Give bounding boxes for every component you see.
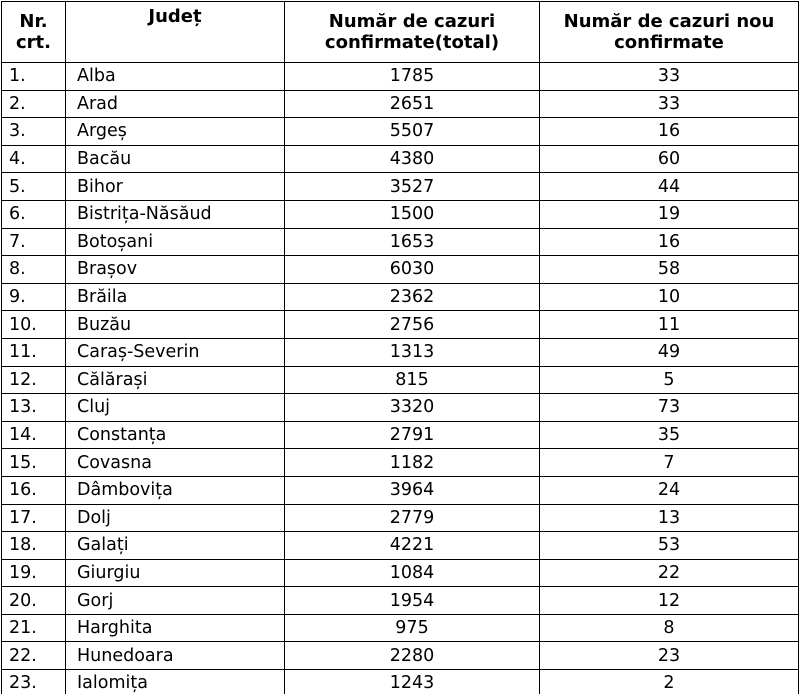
cell-judet: Brașov: [66, 256, 285, 284]
cell-nr: 23.: [2, 670, 66, 694]
cell-nr: 12.: [2, 366, 66, 394]
cell-nr: 13.: [2, 394, 66, 422]
cell-total-cases: 4380: [285, 145, 540, 173]
cell-judet: Argeș: [66, 118, 285, 146]
table-row: [2, 63, 799, 91]
header-total-line-1: Număr de cazuri: [328, 11, 496, 32]
cell-total-cases: 815: [285, 366, 540, 394]
cell-judet: Hunedoara: [66, 642, 285, 670]
cell-total-cases: 1500: [285, 200, 540, 228]
header-nr-crt: [2, 2, 66, 63]
cell-judet: Botoșani: [66, 228, 285, 256]
cell-total-cases: 6030: [285, 256, 540, 284]
table-row: [2, 118, 799, 146]
cell-new-cases: 60: [540, 145, 799, 173]
cell-new-cases: 12: [540, 587, 799, 615]
cell-nr: 6.: [2, 200, 66, 228]
table-row: [2, 394, 799, 422]
cell-nr: 22.: [2, 642, 66, 670]
table-row: [2, 532, 799, 560]
header-new-line-1: Număr de cazuri nou: [563, 11, 775, 32]
cell-judet: Dâmbovița: [66, 476, 285, 504]
cell-judet: Harghita: [66, 614, 285, 642]
cell-total-cases: 5507: [285, 118, 540, 146]
cell-new-cases: 33: [540, 63, 799, 91]
cell-nr: 3.: [2, 118, 66, 146]
cell-judet: Constanța: [66, 421, 285, 449]
table-row: [2, 283, 799, 311]
cell-new-cases: 5: [540, 366, 799, 394]
cell-judet: Brăila: [66, 283, 285, 311]
header-new-cases: [540, 2, 799, 63]
cell-total-cases: 2756: [285, 311, 540, 339]
cell-new-cases: 23: [540, 642, 799, 670]
cell-new-cases: 24: [540, 476, 799, 504]
header-total-line-2: confirmate(total): [324, 32, 500, 53]
cell-nr: 7.: [2, 228, 66, 256]
table-row: [2, 476, 799, 504]
cell-judet: Bistrița-Năsăud: [66, 200, 285, 228]
table-row: [2, 366, 799, 394]
cell-nr: 9.: [2, 283, 66, 311]
header-total-cases: [285, 2, 540, 63]
cell-judet: Galați: [66, 532, 285, 560]
cell-nr: 11.: [2, 338, 66, 366]
cell-nr: 19.: [2, 559, 66, 587]
cell-total-cases: 2280: [285, 642, 540, 670]
covid-cases-table: [1, 1, 799, 694]
header-row: [2, 2, 799, 63]
cell-new-cases: 58: [540, 256, 799, 284]
cell-judet: Călărași: [66, 366, 285, 394]
cell-judet: Covasna: [66, 449, 285, 477]
cell-judet: Bacău: [66, 145, 285, 173]
table-row: [2, 228, 799, 256]
table-header: [2, 2, 799, 63]
cell-total-cases: 1954: [285, 587, 540, 615]
cell-new-cases: 16: [540, 228, 799, 256]
header-judet-line-1: Județ: [148, 6, 202, 27]
cell-new-cases: 2: [540, 670, 799, 694]
cell-new-cases: 49: [540, 338, 799, 366]
cell-new-cases: 19: [540, 200, 799, 228]
cell-total-cases: 1084: [285, 559, 540, 587]
cell-judet: Giurgiu: [66, 559, 285, 587]
cell-new-cases: 8: [540, 614, 799, 642]
cell-nr: 1.: [2, 63, 66, 91]
cell-judet: Alba: [66, 63, 285, 91]
cell-nr: 4.: [2, 145, 66, 173]
cell-total-cases: 4221: [285, 532, 540, 560]
cell-judet: Bihor: [66, 173, 285, 201]
cell-judet: Arad: [66, 90, 285, 118]
cell-new-cases: 44: [540, 173, 799, 201]
table-row: [2, 504, 799, 532]
cell-total-cases: 3964: [285, 476, 540, 504]
table-row: [2, 256, 799, 284]
cell-new-cases: 13: [540, 504, 799, 532]
cell-total-cases: 1653: [285, 228, 540, 256]
table-body: [2, 63, 799, 694]
table-row: [2, 173, 799, 201]
cell-nr: 15.: [2, 449, 66, 477]
table-row: [2, 614, 799, 642]
cell-total-cases: 1313: [285, 338, 540, 366]
table-row: [2, 421, 799, 449]
header-nr-line-1: Nr.: [19, 11, 48, 32]
cell-judet: Caraș-Severin: [66, 338, 285, 366]
cell-total-cases: 3320: [285, 394, 540, 422]
cell-total-cases: 3527: [285, 173, 540, 201]
cell-new-cases: 22: [540, 559, 799, 587]
cell-nr: 20.: [2, 587, 66, 615]
table-row: [2, 200, 799, 228]
header-nr-line-2: crt.: [16, 32, 51, 53]
cell-nr: 21.: [2, 614, 66, 642]
cell-new-cases: 73: [540, 394, 799, 422]
cell-judet: Gorj: [66, 587, 285, 615]
cell-nr: 14.: [2, 421, 66, 449]
cell-nr: 2.: [2, 90, 66, 118]
cell-total-cases: 1182: [285, 449, 540, 477]
table-row: [2, 90, 799, 118]
cell-total-cases: 1785: [285, 63, 540, 91]
table-row: [2, 642, 799, 670]
header-judet: [66, 2, 285, 63]
cell-total-cases: 2651: [285, 90, 540, 118]
table-row: [2, 670, 799, 694]
table-row: [2, 338, 799, 366]
table-row: [2, 587, 799, 615]
cell-nr: 16.: [2, 476, 66, 504]
cell-total-cases: 2791: [285, 421, 540, 449]
cell-nr: 5.: [2, 173, 66, 201]
cell-new-cases: 11: [540, 311, 799, 339]
cell-total-cases: 2362: [285, 283, 540, 311]
table-row: [2, 145, 799, 173]
cell-nr: 8.: [2, 256, 66, 284]
cell-judet: Ialomița: [66, 670, 285, 694]
cell-new-cases: 35: [540, 421, 799, 449]
cell-new-cases: 33: [540, 90, 799, 118]
cell-new-cases: 16: [540, 118, 799, 146]
header-new-line-2: confirmate: [614, 32, 724, 53]
cell-nr: 10.: [2, 311, 66, 339]
cell-total-cases: 975: [285, 614, 540, 642]
cell-total-cases: 2779: [285, 504, 540, 532]
cell-judet: Cluj: [66, 394, 285, 422]
cell-new-cases: 7: [540, 449, 799, 477]
cell-new-cases: 53: [540, 532, 799, 560]
table-row: [2, 559, 799, 587]
table-row: [2, 449, 799, 477]
cell-judet: Dolj: [66, 504, 285, 532]
table-row: [2, 311, 799, 339]
cell-total-cases: 1243: [285, 670, 540, 694]
cell-judet: Buzău: [66, 311, 285, 339]
cell-nr: 17.: [2, 504, 66, 532]
cell-new-cases: 10: [540, 283, 799, 311]
cell-nr: 18.: [2, 532, 66, 560]
